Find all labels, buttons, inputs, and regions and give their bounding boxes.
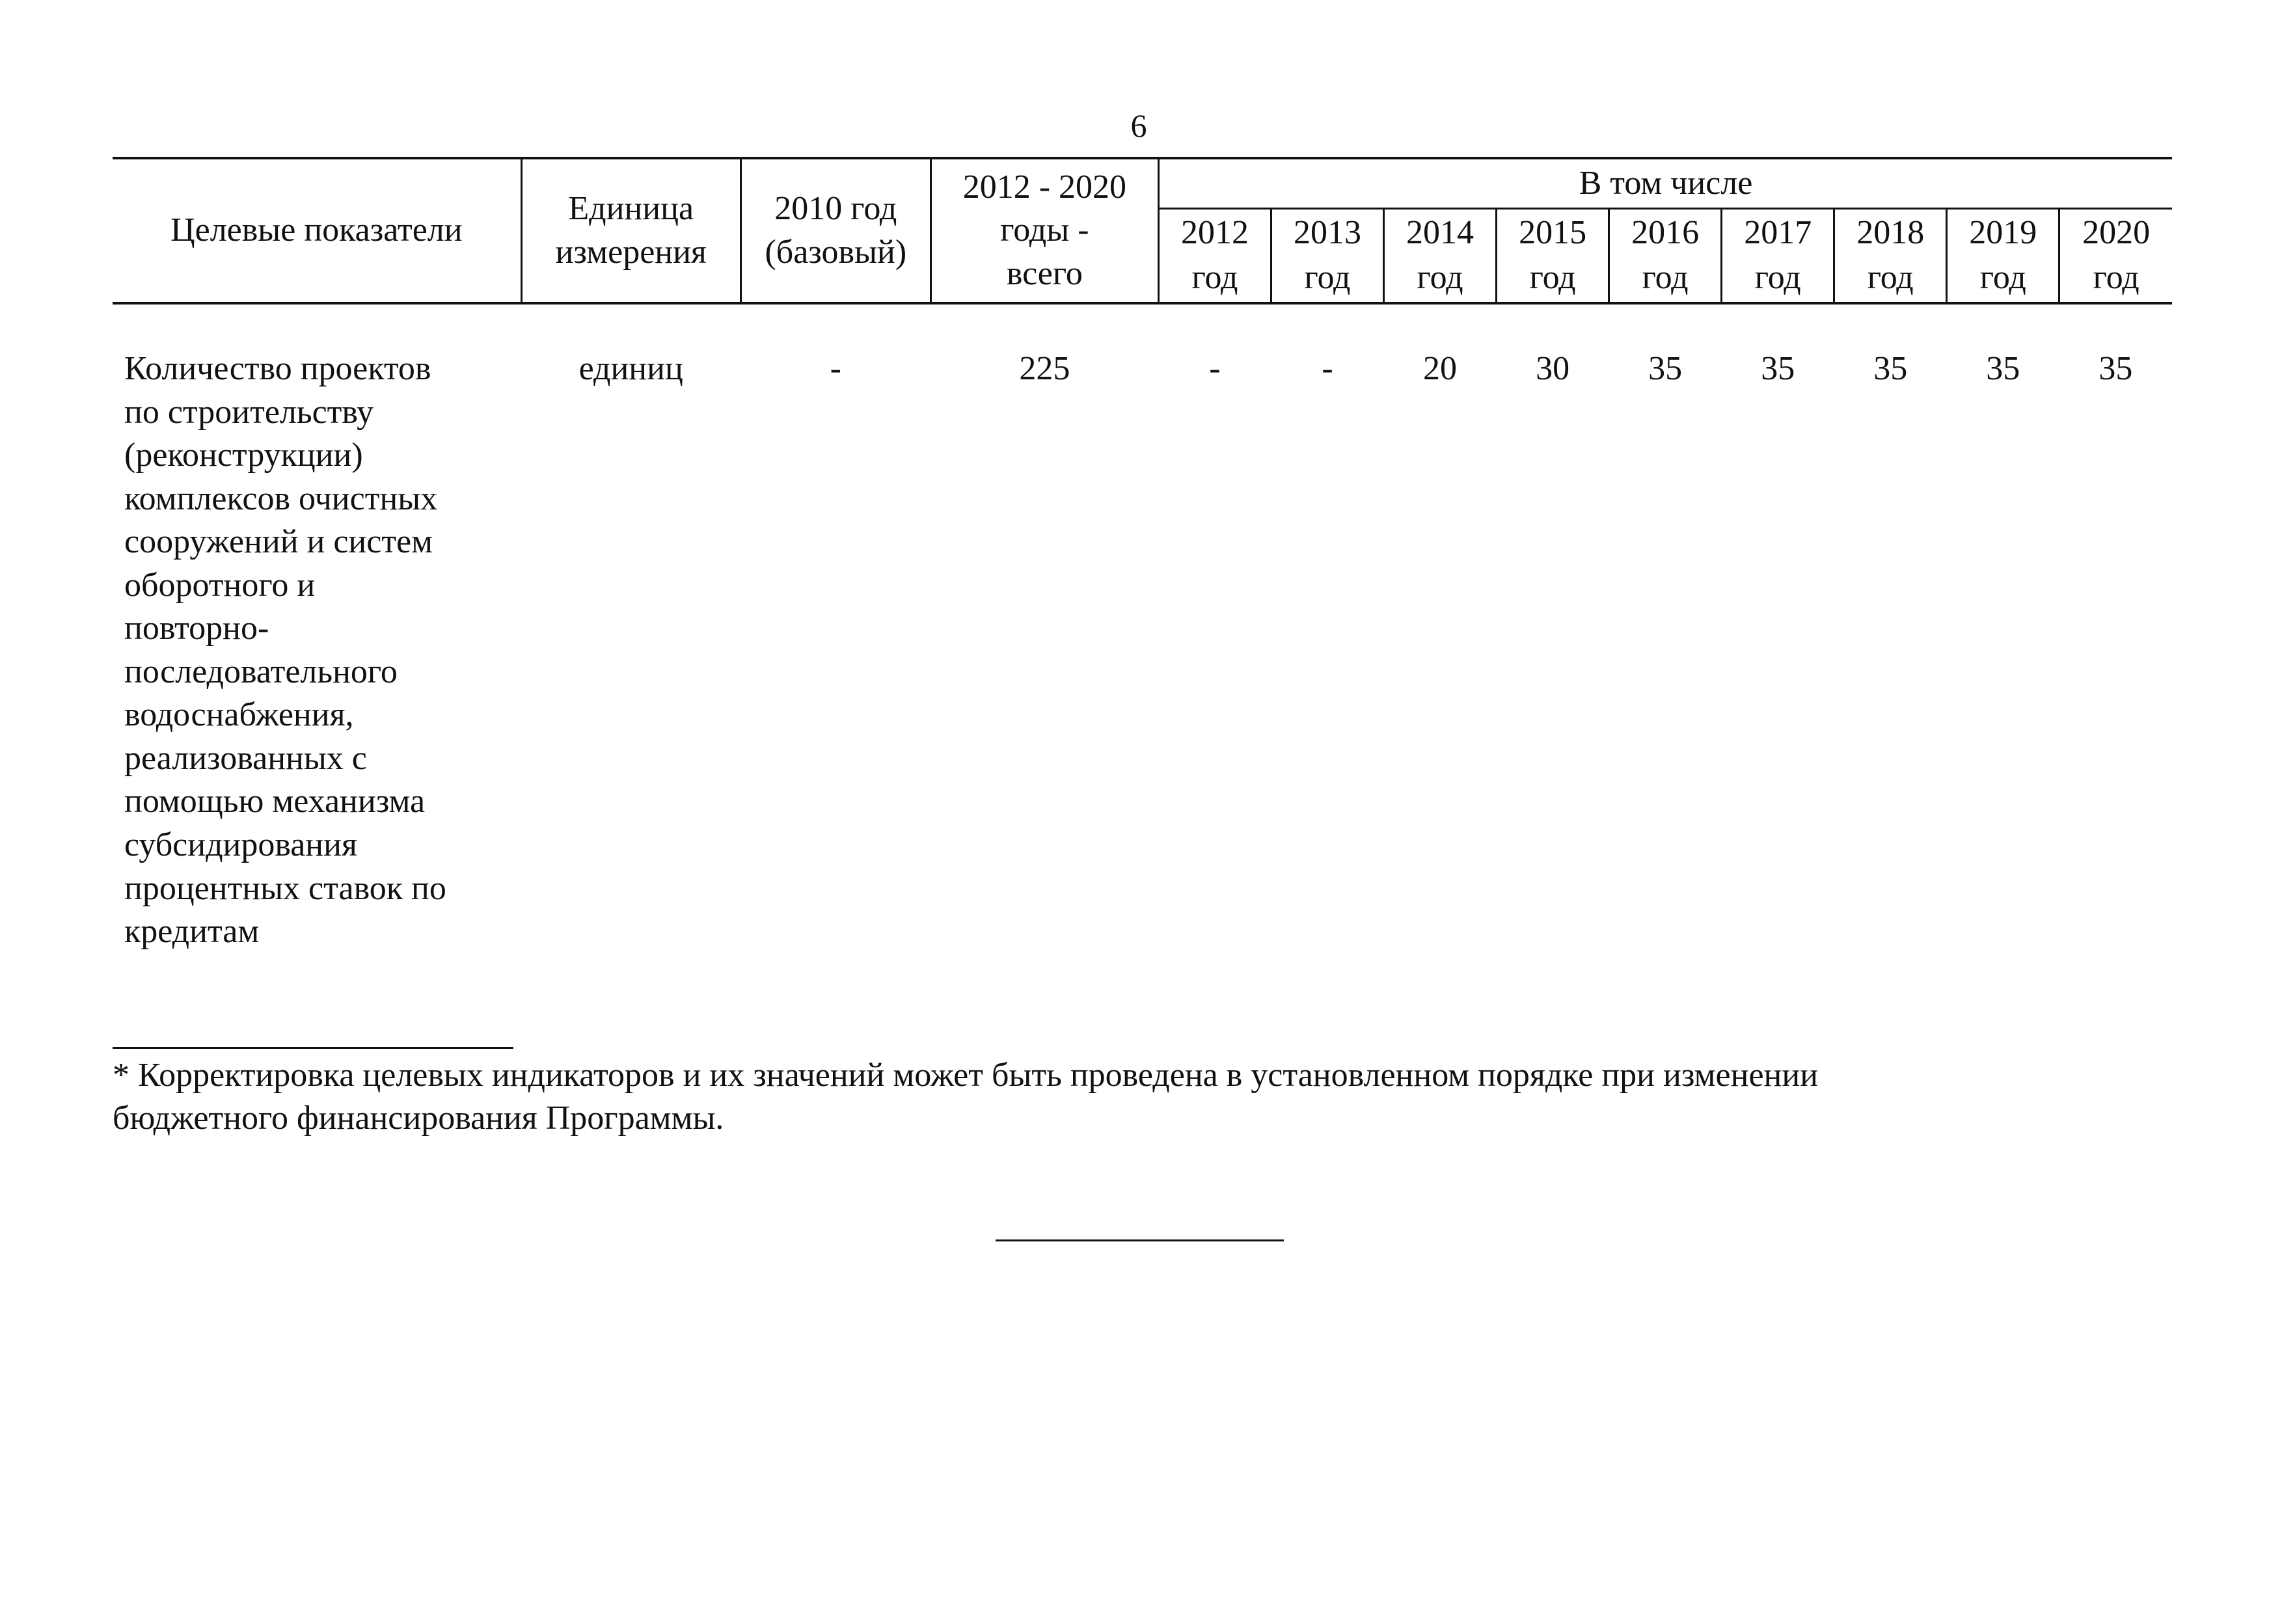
indicator-name-line: процентных ставок по <box>124 869 446 907</box>
header-year-2019 <box>1947 209 2059 304</box>
value-2016-cell: 35 <box>1648 350 1683 387</box>
header-year-number: 2012 <box>1180 214 1249 252</box>
header-base-year-line-2: (базовый) <box>765 233 907 271</box>
indicator-name-cell <box>113 347 521 954</box>
header-year-number: 2019 <box>1969 214 2037 252</box>
header-total-line-1: 2012 - 2020 <box>962 168 1127 206</box>
footnote-divider <box>113 1047 513 1049</box>
value-2020-cell: 35 <box>2099 350 2133 387</box>
indicator-name-line: (реконструкции) <box>124 437 363 474</box>
header-total <box>930 158 1158 303</box>
header-year-2012 <box>1158 209 1271 304</box>
header-year-2017 <box>1722 209 1834 304</box>
header-year-2015 <box>1497 209 1609 304</box>
table-header <box>113 158 2172 303</box>
header-year-suffix: год <box>1867 259 1914 296</box>
header-unit-line-1: Единица <box>568 189 694 227</box>
table-spacer-row <box>113 303 2172 347</box>
end-of-document-rule <box>996 1239 1284 1241</box>
header-including: В том числе <box>1158 158 2172 209</box>
base-year-cell: - <box>830 350 841 387</box>
indicator-name-line: водоснабжения, <box>124 696 354 734</box>
indicator-name-line: субсидирования <box>124 826 357 864</box>
header-year-suffix: год <box>1979 259 2026 296</box>
indicator-name-line: повторно- <box>124 610 269 647</box>
target-indicators-table <box>113 157 2172 954</box>
header-year-suffix: год <box>1529 259 1576 296</box>
indicator-name-line: по строительству <box>124 393 374 431</box>
value-2017-cell: 35 <box>1761 350 1795 387</box>
header-year-number: 2014 <box>1406 214 1474 252</box>
indicator-name-line: сооружений и систем <box>124 523 433 561</box>
header-year-suffix: год <box>1304 259 1351 296</box>
header-year-number: 2020 <box>2082 214 2151 252</box>
value-2015-cell: 30 <box>1536 350 1570 387</box>
header-year-2013 <box>1271 209 1383 304</box>
unit-cell: единиц <box>578 350 683 387</box>
value-2019-cell: 35 <box>1986 350 2020 387</box>
indicator-name-line: последовательного <box>124 653 398 690</box>
header-year-suffix: год <box>1417 259 1463 296</box>
header-year-number: 2016 <box>1631 214 1700 252</box>
indicator-name-line: помощью механизма <box>124 783 426 820</box>
indicator-name-line: комплексов очистных <box>124 480 438 517</box>
header-year-number: 2017 <box>1744 214 1812 252</box>
header-year-2016 <box>1609 209 1722 304</box>
header-year-suffix: год <box>1191 259 1238 296</box>
header-year-number: 2015 <box>1519 214 1587 252</box>
value-2018-cell: 35 <box>1873 350 1908 387</box>
value-2014-cell: 20 <box>1423 350 1458 387</box>
header-base-year-line-1: 2010 год <box>774 189 897 227</box>
header-year-2014 <box>1384 209 1497 304</box>
header-year-suffix: год <box>2093 259 2139 296</box>
footnote-line: бюджетного финансирования Программы. <box>113 1099 724 1137</box>
header-total-line-2: годы - <box>1000 211 1089 249</box>
header-unit-line-2: измерения <box>555 233 707 271</box>
total-cell: 225 <box>1019 350 1070 387</box>
header-indicators: Целевые показатели <box>113 158 521 303</box>
indicator-name-line: оборотного и <box>124 566 316 604</box>
target-indicators-table-wrapper <box>113 157 2172 954</box>
header-year-number: 2013 <box>1294 214 1361 252</box>
page-number: 6 <box>1130 107 1147 144</box>
value-2013-cell: - <box>1322 350 1333 387</box>
value-2012-cell: - <box>1209 350 1221 387</box>
header-year-suffix: год <box>1754 259 1801 296</box>
header-unit <box>521 158 740 303</box>
table-body <box>113 303 2172 954</box>
header-year-2020 <box>2059 209 2172 304</box>
header-base-year <box>740 158 930 303</box>
indicator-name-line: кредитам <box>124 913 260 951</box>
indicator-name-line: Количество проектов <box>124 350 431 387</box>
indicator-name-line: реализованных с <box>124 739 367 777</box>
header-total-line-3: всего <box>1006 254 1083 292</box>
header-year-number: 2018 <box>1856 214 1925 252</box>
footnote <box>113 1054 2195 1139</box>
table-spacer-cell <box>113 303 2172 347</box>
header-year-suffix: год <box>1642 259 1689 296</box>
header-year-2018 <box>1834 209 1947 304</box>
footnote-line: * Корректировка целевых индикаторов и их значений может быть проведена в установленном порядке при изменении <box>113 1057 1819 1094</box>
table-row <box>113 347 2172 954</box>
